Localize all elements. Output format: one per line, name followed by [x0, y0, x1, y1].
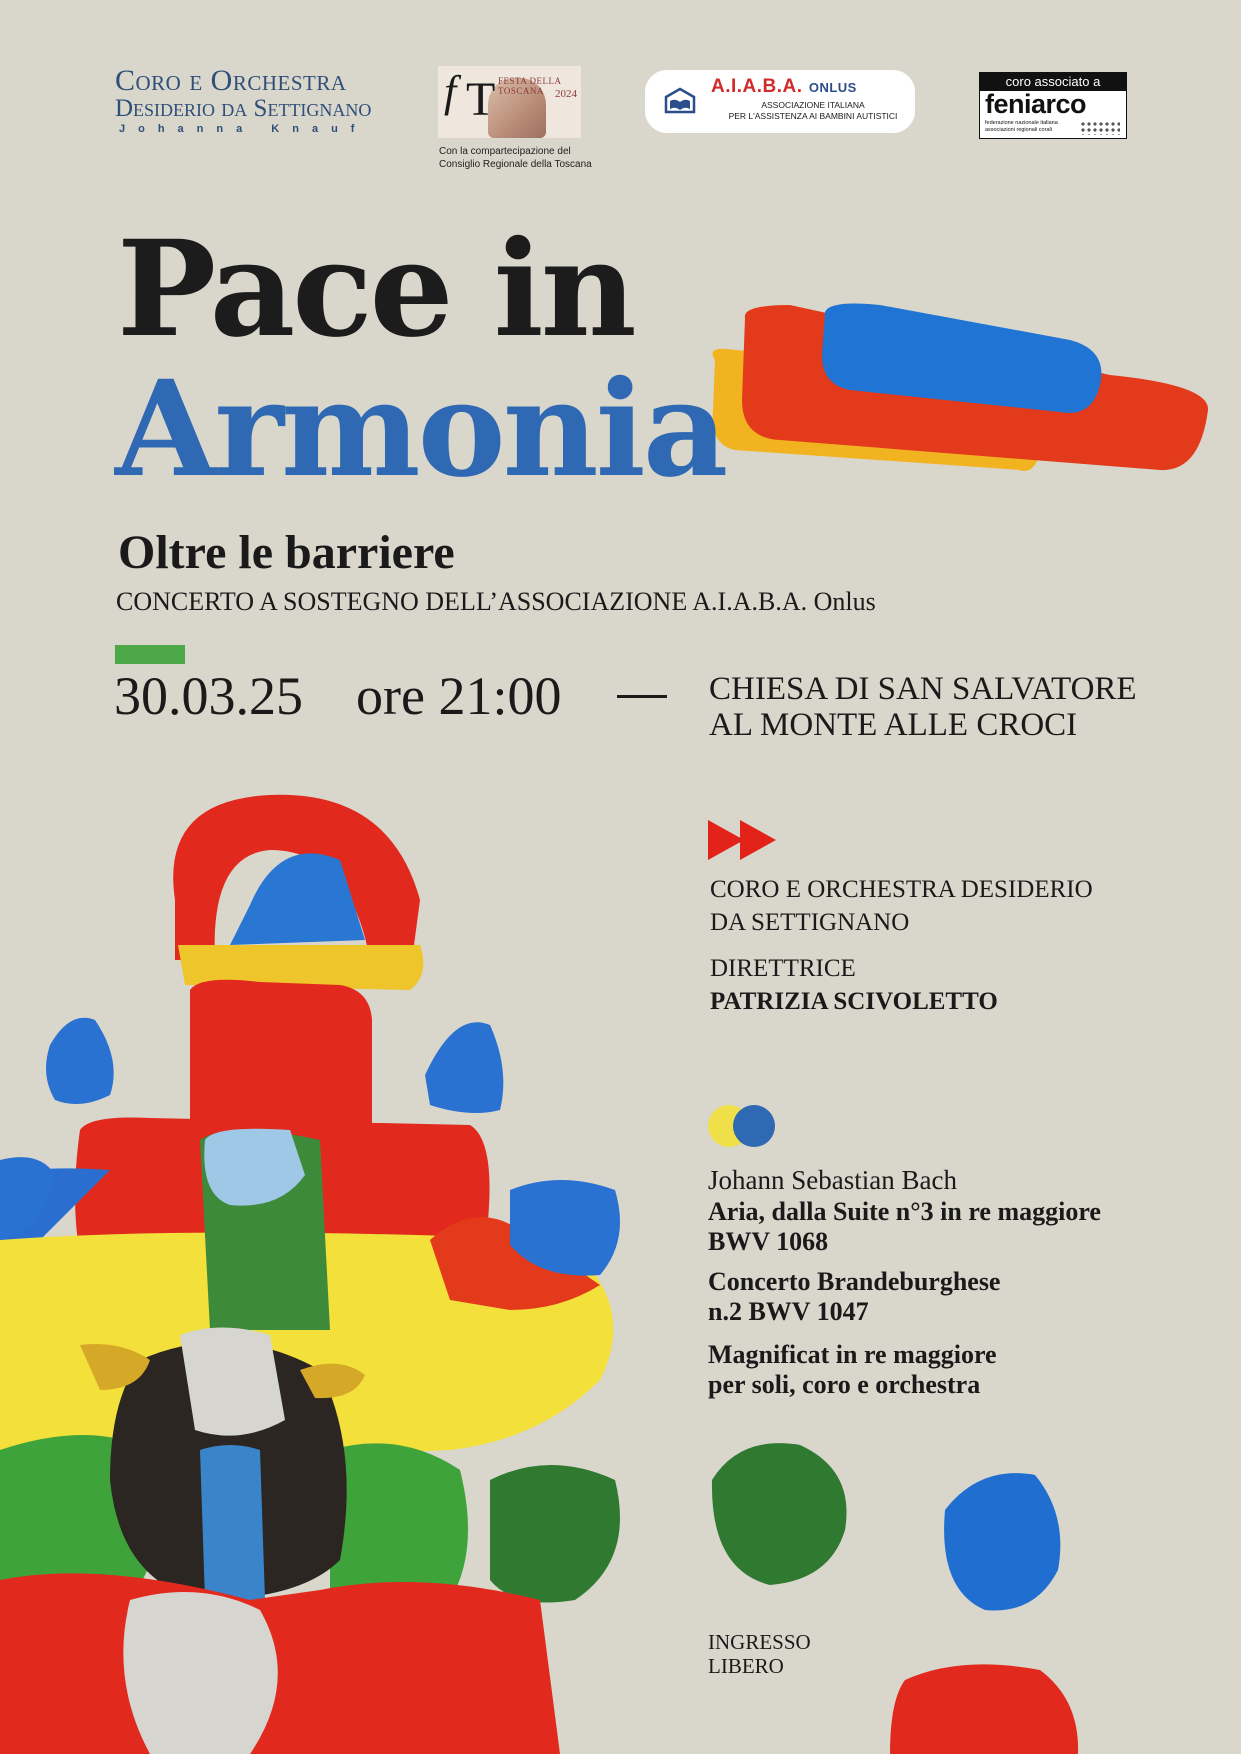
- coro-logo-line3: Johanna Knauf: [119, 123, 368, 135]
- festa-logo-caption: [439, 145, 592, 171]
- event-venue: [709, 671, 1137, 743]
- book-house-icon: [663, 87, 697, 115]
- two-circles-icon: [707, 1104, 797, 1148]
- festa-logo-mark: f: [444, 67, 457, 116]
- aiaba-logo: [645, 70, 915, 133]
- director-name: PATRIZIA SCIVOLETTO: [710, 988, 998, 1015]
- entry-line1: INGRESSO: [708, 1630, 811, 1654]
- event-time: ore 21:00: [356, 666, 562, 726]
- brush-strokes-top: [713, 304, 1209, 471]
- event-date: 30.03.25: [114, 666, 303, 726]
- feniarco-logo-name: feniarco: [985, 89, 1087, 119]
- caption-line2: Consiglio Regionale della Toscana: [439, 159, 592, 170]
- aiaba-logo-title: A.I.A.B.A. ONLUS: [711, 76, 857, 97]
- venue-line2: AL MONTE ALLE CROCI: [709, 707, 1078, 743]
- venue-line1: CHIESA DI SAN SALVATORE: [709, 671, 1137, 707]
- entry-line2: LIBERO: [708, 1654, 784, 1678]
- green-accent-bar: [115, 645, 185, 664]
- coro-logo-line2: Desiderio da Settignano: [115, 95, 372, 122]
- composer-name: Johann Sebastian Bach: [708, 1165, 957, 1195]
- director-label: DIRETTRICE: [710, 955, 856, 982]
- subtitle: Oltre le barriere: [118, 526, 455, 579]
- choir-line1: CORO E ORCHESTRA DESIDERIO: [710, 876, 1093, 903]
- title-line2: Armonia: [115, 352, 726, 507]
- festa-logo-year: 2024: [555, 88, 577, 100]
- program-piece: Concerto Brandeburghese n.2 BWV 1047: [708, 1267, 1001, 1326]
- free-entry: [708, 1630, 811, 1678]
- feniarco-logo-top: coro associato a: [980, 73, 1126, 91]
- bottom-right-blobs: [712, 1443, 1078, 1754]
- choir-name: [710, 873, 1130, 939]
- aiaba-logo-subtitle: ASSOCIAZIONE ITALIANA PER L'ASSISTENZA AI BAMBINI AUTISTICI: [728, 100, 898, 121]
- support-line: CONCERTO A SOSTEGNO DELL’ASSOCIAZIONE A.I.A.B.A. Onlus: [116, 587, 876, 616]
- coro-logo-line1: Coro e Orchestra: [115, 64, 347, 97]
- festa-logo-mark2: T: [466, 73, 496, 126]
- program-piece: Aria, dalla Suite n°3 in re maggiore BWV 1068: [708, 1197, 1101, 1256]
- dots-pattern: [1080, 121, 1120, 135]
- program-piece: Magnificat in re maggiore per soli, coro e orchestra: [708, 1340, 997, 1399]
- fast-forward-icon: [708, 820, 778, 860]
- title-line1: Pace in: [117, 212, 634, 367]
- festa-toscana-logo: [438, 66, 581, 138]
- painted-figure: [0, 795, 620, 1754]
- em-dash-separator: [617, 695, 667, 698]
- feniarco-logo-sub: federazione nazionale italiana associazioni regionali corali: [985, 120, 1058, 133]
- festa-logo-label: FESTA DELLA TOSCANA: [498, 76, 562, 96]
- caption-line1: Con la compartecipazione del: [439, 146, 571, 157]
- feniarco-logo: [979, 72, 1127, 139]
- choir-line2: DA SETTIGNANO: [710, 909, 910, 936]
- coro-orchestra-logo: [115, 66, 371, 135]
